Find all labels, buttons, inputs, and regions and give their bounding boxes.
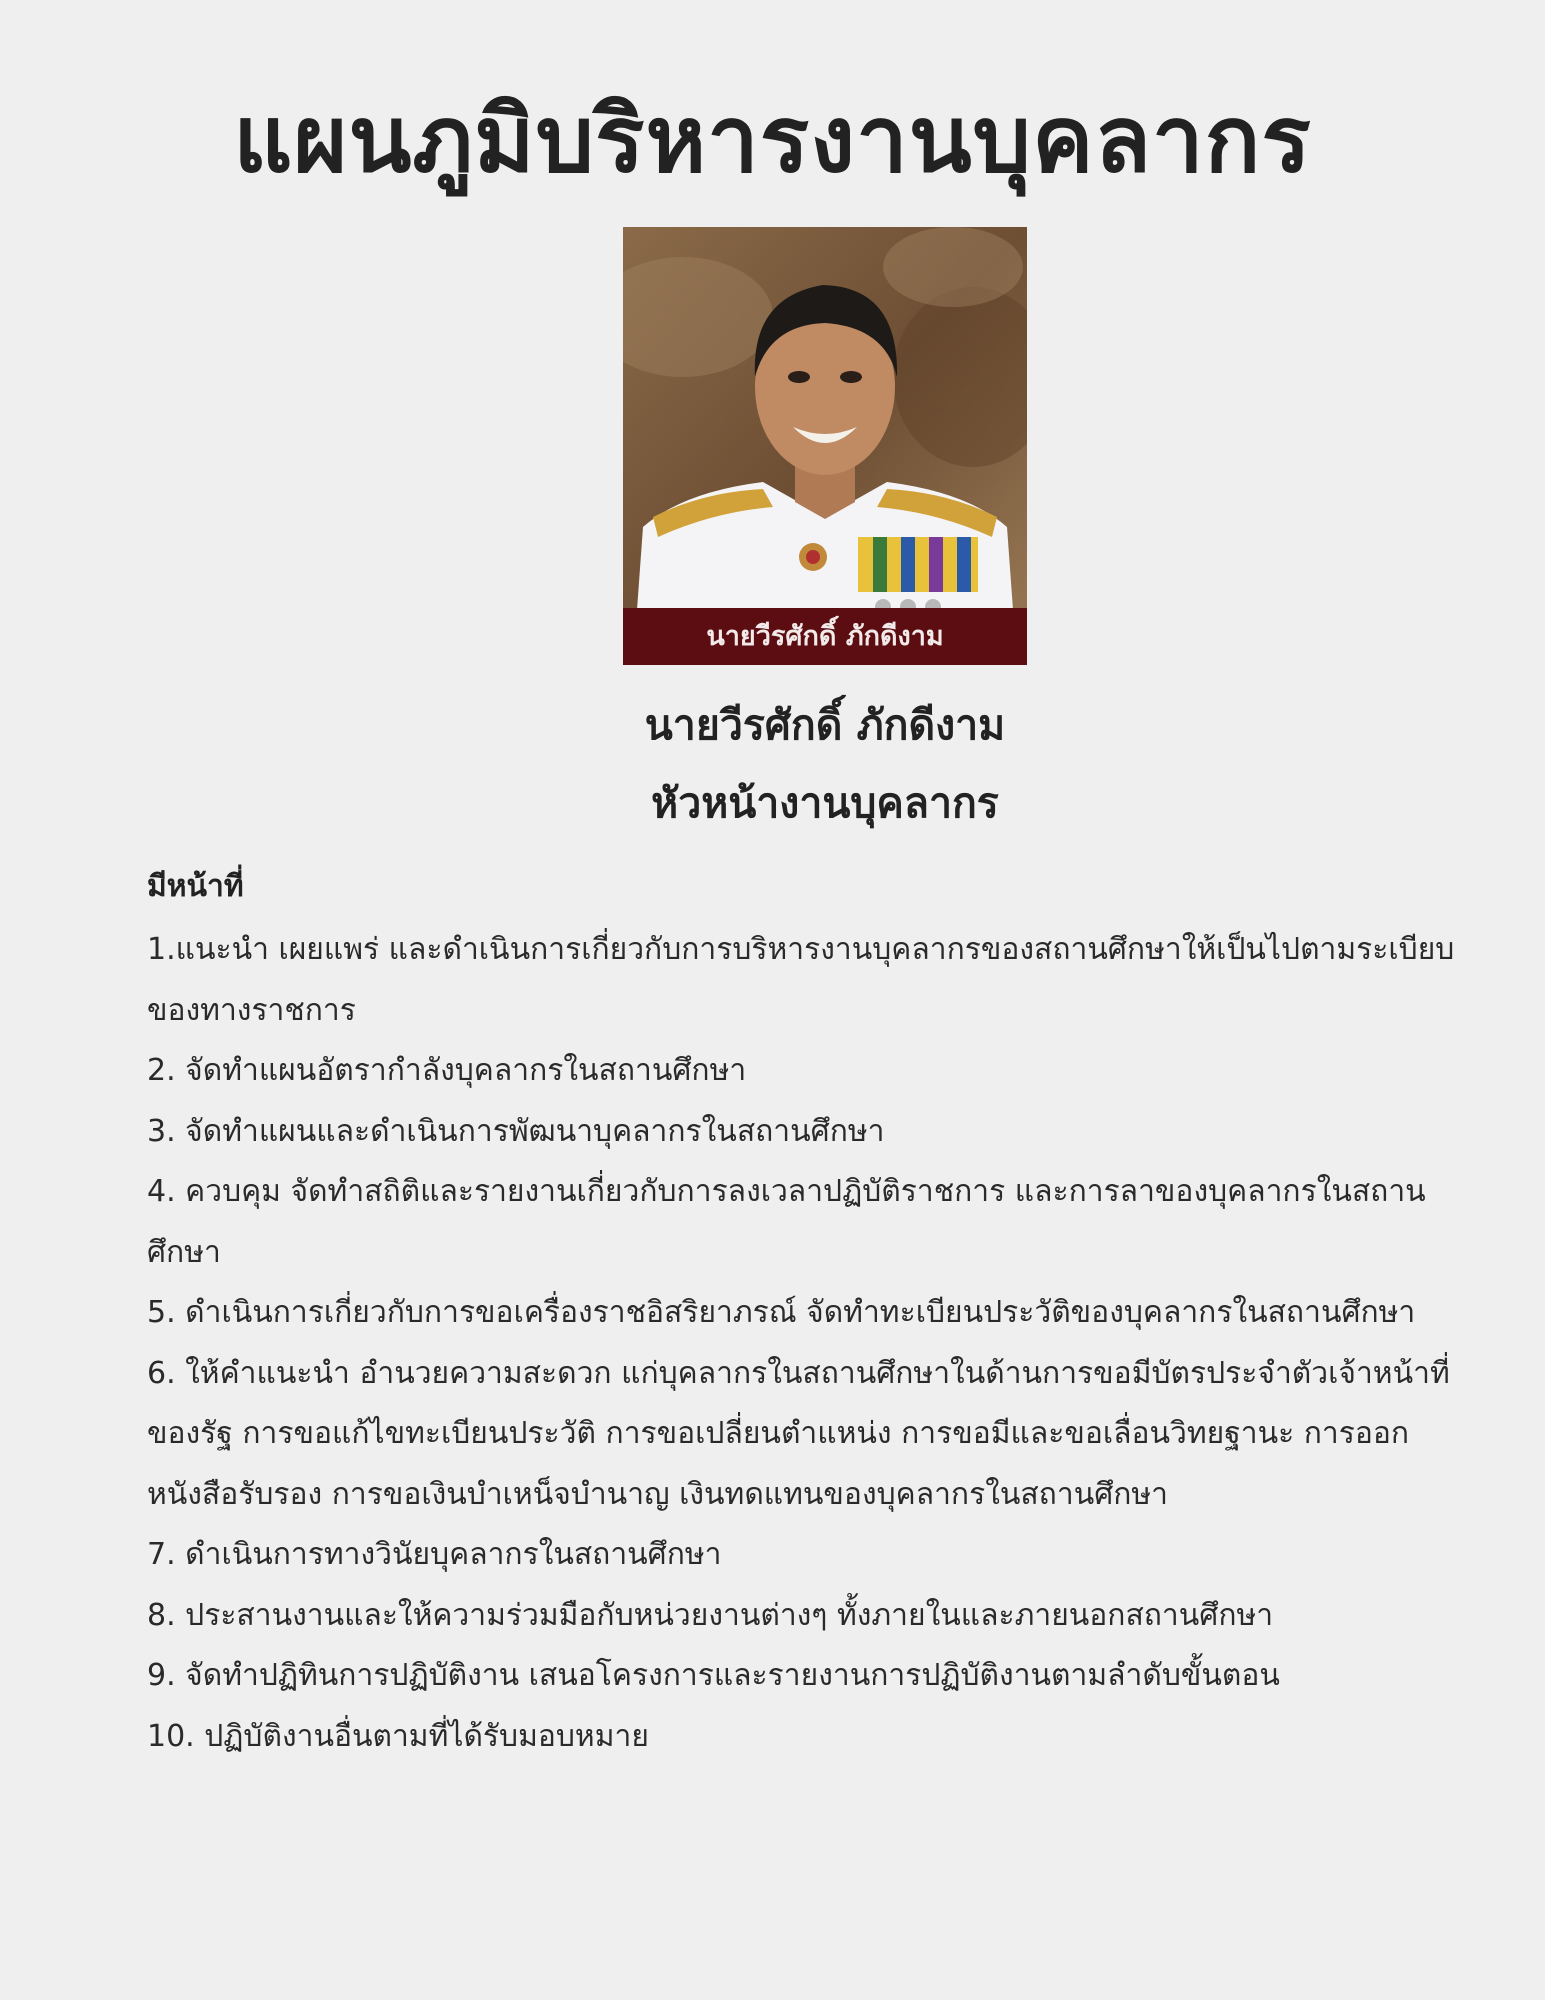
duty-item: 6. ให้คำแนะนำ อำนวยความสะดวก แก่บุคลากรในสถานศึกษาในด้านการขอมีบัตรประจำตัวเจ้าหน้าที่ของรัฐ การขอแก้ไขทะเบียนประวัติ การขอเปลี่ยนตำแหน่ง การขอมีและขอเลื่อนวิทยฐานะ การออกหนังสือรับรอง การขอเงินบำเหน็จบำนาญ เงินทดแทนของบุคลากรในสถานศึกษา (147, 1355, 1450, 1512)
duty-item: 8. ประสานงานและให้ความร่วมมือกับหน่วยงานต่างๆ ทั้งภายในและภายนอกสถานศึกษา (147, 1597, 1274, 1633)
portrait-photo (623, 227, 1027, 665)
duties-heading: มีหน้าที่ (147, 869, 244, 904)
duty-item: 3. จัดทำแผนและดำเนินการพัฒนาบุคลากรในสถานศึกษา (147, 1113, 885, 1149)
portrait-illustration (623, 227, 1027, 665)
duty-item: 2. จัดทำแผนอัตรากำลังบุคลากรในสถานศึกษา (147, 1053, 747, 1088)
duty-item: 9. จัดทำปฏิทินการปฏิบัติงาน เสนอโครงการและรายงานการปฏิบัติงานตามลำดับขั้นตอน (147, 1658, 1280, 1693)
person-position: หัวหน้างานบุคลากร (651, 779, 999, 827)
duty-item: 4. ควบคุม จัดทำสถิติและรายงานเกี่ยวกับการลงเวลาปฏิบัติราชการ และการลาของบุคลากรในสถานศึกษา (147, 1174, 1426, 1270)
duty-item: 10. ปฏิบัติงานอื่นตามที่ได้รับมอบหมาย (147, 1718, 649, 1754)
duties-list (147, 920, 1477, 1767)
duty-item: 7. ดำเนินการทางวินัยบุคลากรในสถานศึกษา (147, 1537, 722, 1572)
duty-item: 1.แนะนำ เผยแพร่ และดำเนินการเกี่ยวกับการบริหารงานบุคลากรของสถานศึกษาให้เป็นไปตามระเบียบของทางราชการ (147, 932, 1455, 1028)
page-title: แผนภูมิบริหารงานบุคลากร (233, 86, 1312, 193)
duty-item: 5. ดำเนินการเกี่ยวกับการขอเครื่องราชอิสริยาภรณ์ จัดทำทะเบียนประวัติของบุคลากรในสถานศึกษา (147, 1295, 1416, 1330)
portrait-caption: นายวีรศักดิ์ ภักดีงาม (623, 608, 1027, 665)
person-name: นายวีรศักดิ์ ภักดีงาม (644, 701, 1006, 749)
